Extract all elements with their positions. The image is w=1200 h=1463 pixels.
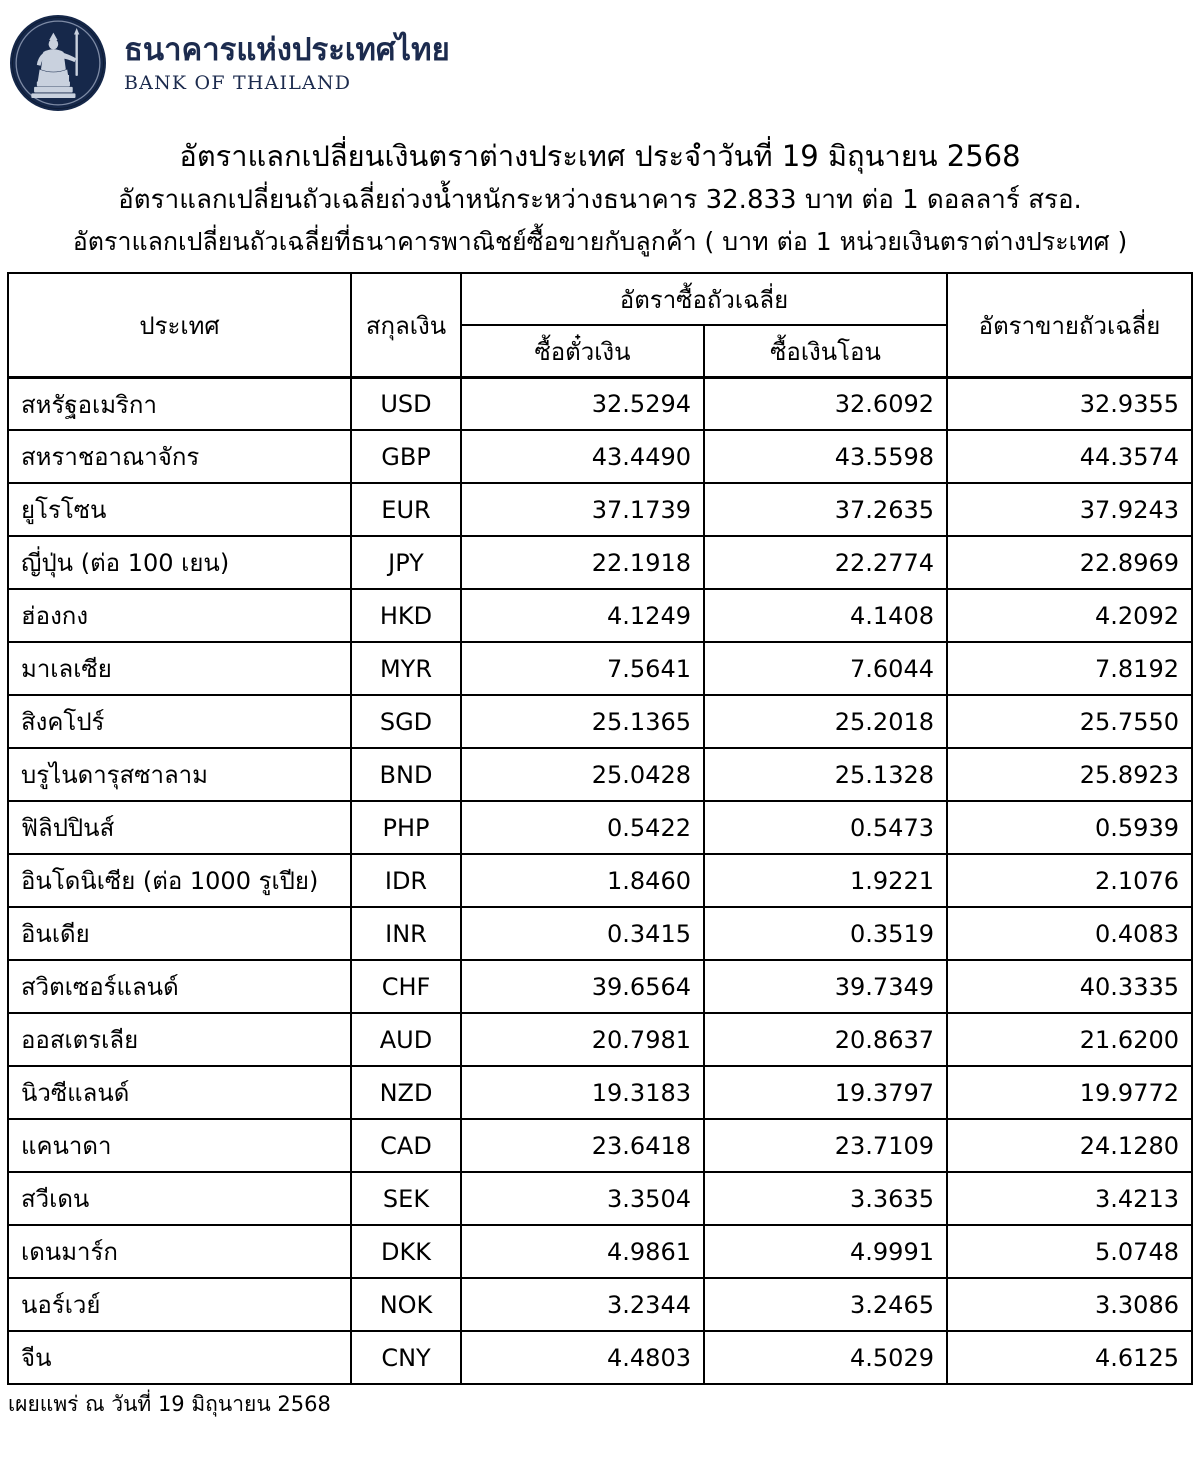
- page-header: [0, 0, 1200, 118]
- cell-country: สิงคโปร์: [8, 695, 351, 748]
- cell-currency-code: INR: [351, 907, 461, 960]
- cell-country: สหราชอาณาจักร: [8, 430, 351, 483]
- cell-buying-transfer: 39.7349: [704, 960, 947, 1013]
- cell-country: ญี่ปุ่น (ต่อ 100 เยน): [8, 536, 351, 589]
- table-row: [8, 1066, 1192, 1119]
- cell-country: จีน: [8, 1331, 351, 1384]
- brand-name-english: BANK OF THAILAND: [124, 71, 352, 94]
- cell-country: ยูโรโซน: [8, 483, 351, 536]
- column-header-currency: สกุลเงิน: [351, 273, 461, 377]
- table-row: [8, 748, 1192, 801]
- table-row: [8, 642, 1192, 695]
- cell-buying-sight: 25.0428: [461, 748, 704, 801]
- table-body: [8, 377, 1192, 1384]
- cell-buying-sight: 4.4803: [461, 1331, 704, 1384]
- cell-currency-code: EUR: [351, 483, 461, 536]
- table-row: [8, 483, 1192, 536]
- cell-buying-transfer: 0.5473: [704, 801, 947, 854]
- cell-buying-transfer: 22.2774: [704, 536, 947, 589]
- cell-buying-transfer: 7.6044: [704, 642, 947, 695]
- cell-buying-sight: 0.3415: [461, 907, 704, 960]
- cell-selling: 0.4083: [947, 907, 1192, 960]
- cell-country: อินเดีย: [8, 907, 351, 960]
- table-row: [8, 377, 1192, 430]
- table-row: [8, 695, 1192, 748]
- cell-country: มาเลเซีย: [8, 642, 351, 695]
- cell-selling: 3.3086: [947, 1278, 1192, 1331]
- cell-buying-transfer: 4.9991: [704, 1225, 947, 1278]
- cell-buying-sight: 3.2344: [461, 1278, 704, 1331]
- cell-country: เดนมาร์ก: [8, 1225, 351, 1278]
- cell-country: ฮ่องกง: [8, 589, 351, 642]
- table-row: [8, 854, 1192, 907]
- published-date-note: เผยแพร่ ณ วันที่ 19 มิถุนายน 2568: [8, 1392, 331, 1417]
- brand-wordmark: [124, 33, 450, 93]
- cell-selling: 4.6125: [947, 1331, 1192, 1384]
- cell-buying-transfer: 1.9221: [704, 854, 947, 907]
- cell-currency-code: CNY: [351, 1331, 461, 1384]
- cell-selling: 44.3574: [947, 430, 1192, 483]
- cell-buying-transfer: 25.1328: [704, 748, 947, 801]
- cell-buying-sight: 7.5641: [461, 642, 704, 695]
- cell-selling: 4.2092: [947, 589, 1192, 642]
- cell-buying-transfer: 43.5598: [704, 430, 947, 483]
- cell-buying-sight: 0.5422: [461, 801, 704, 854]
- brand-name-thai: ธนาคารแห่งประเทศไทย: [124, 32, 450, 69]
- cell-country: บรูไนดารุสซาลาม: [8, 748, 351, 801]
- cell-country: ฟิลิปปินส์: [8, 801, 351, 854]
- cell-buying-transfer: 20.8637: [704, 1013, 947, 1066]
- cell-buying-sight: 1.8460: [461, 854, 704, 907]
- column-header-buying-sight: ซื้อตั๋วเงิน: [461, 325, 704, 377]
- cell-buying-sight: 39.6564: [461, 960, 704, 1013]
- cell-selling: 3.4213: [947, 1172, 1192, 1225]
- cell-buying-transfer: 19.3797: [704, 1066, 947, 1119]
- cell-currency-code: DKK: [351, 1225, 461, 1278]
- table-row: [8, 1119, 1192, 1172]
- interbank-rate-subtitle: อัตราแลกเปลี่ยนถัวเฉลี่ยถ่วงน้ำหนักระหว่างธนาคาร 32.833 บาท ต่อ 1 ดอลลาร์ สรอ.: [118, 185, 1082, 216]
- cell-selling: 0.5939: [947, 801, 1192, 854]
- table-row: [8, 960, 1192, 1013]
- page-title: อัตราแลกเปลี่ยนเงินตราต่างประเทศ ประจำวันที่ 19 มิถุนายน 2568: [179, 139, 1021, 173]
- cell-selling: 32.9355: [947, 377, 1192, 430]
- table-row: [8, 536, 1192, 589]
- cell-buying-sight: 23.6418: [461, 1119, 704, 1172]
- cell-currency-code: GBP: [351, 430, 461, 483]
- cell-country: สวิตเซอร์แลนด์: [8, 960, 351, 1013]
- cell-country: สวีเดน: [8, 1172, 351, 1225]
- cell-buying-sight: 4.9861: [461, 1225, 704, 1278]
- bank-of-thailand-seal-icon: [10, 15, 106, 111]
- cell-buying-transfer: 37.2635: [704, 483, 947, 536]
- cell-buying-transfer: 0.3519: [704, 907, 947, 960]
- table-header: [8, 273, 1192, 377]
- cell-buying-transfer: 3.3635: [704, 1172, 947, 1225]
- cell-buying-sight: 43.4490: [461, 430, 704, 483]
- cell-selling: 37.9243: [947, 483, 1192, 536]
- cell-buying-transfer: 4.5029: [704, 1331, 947, 1384]
- cell-selling: 21.6200: [947, 1013, 1192, 1066]
- cell-currency-code: PHP: [351, 801, 461, 854]
- column-header-buying-transfer: ซื้อเงินโอน: [704, 325, 947, 377]
- title-block: [0, 138, 1200, 258]
- cell-selling: 40.3335: [947, 960, 1192, 1013]
- cell-country: นอร์เวย์: [8, 1278, 351, 1331]
- cell-country: อินโดนิเซีย (ต่อ 1000 รูเปีย): [8, 854, 351, 907]
- cell-buying-sight: 20.7981: [461, 1013, 704, 1066]
- exchange-rate-table-container: [7, 272, 1193, 1385]
- cell-currency-code: SGD: [351, 695, 461, 748]
- cell-selling: 2.1076: [947, 854, 1192, 907]
- table-row: [8, 1013, 1192, 1066]
- cell-selling: 5.0748: [947, 1225, 1192, 1278]
- cell-buying-sight: 32.5294: [461, 377, 704, 430]
- commercial-bank-rate-subtitle: อัตราแลกเปลี่ยนถัวเฉลี่ยที่ธนาคารพาณิชย์ซื้อขายกับลูกค้า ( บาท ต่อ 1 หน่วยเงินตราต่างประเทศ ): [72, 227, 1128, 257]
- cell-selling: 24.1280: [947, 1119, 1192, 1172]
- cell-buying-sight: 25.1365: [461, 695, 704, 748]
- table-row: [8, 1225, 1192, 1278]
- cell-currency-code: NOK: [351, 1278, 461, 1331]
- cell-buying-transfer: 23.7109: [704, 1119, 947, 1172]
- table-row: [8, 1331, 1192, 1384]
- column-header-selling: อัตราขายถัวเฉลี่ย: [947, 273, 1192, 377]
- cell-country: สหรัฐอเมริกา: [8, 377, 351, 430]
- cell-country: ออสเตรเลีย: [8, 1013, 351, 1066]
- table-row: [8, 589, 1192, 642]
- cell-currency-code: AUD: [351, 1013, 461, 1066]
- column-header-buying-group: อัตราซื้อถัวเฉลี่ย: [461, 273, 947, 325]
- cell-country: นิวซีแลนด์: [8, 1066, 351, 1119]
- cell-currency-code: BND: [351, 748, 461, 801]
- cell-selling: 22.8969: [947, 536, 1192, 589]
- cell-selling: 25.8923: [947, 748, 1192, 801]
- cell-buying-sight: 3.3504: [461, 1172, 704, 1225]
- cell-buying-sight: 4.1249: [461, 589, 704, 642]
- cell-buying-sight: 19.3183: [461, 1066, 704, 1119]
- cell-currency-code: SEK: [351, 1172, 461, 1225]
- cell-selling: 7.8192: [947, 642, 1192, 695]
- table-row: [8, 1172, 1192, 1225]
- table-row: [8, 430, 1192, 483]
- cell-currency-code: USD: [351, 377, 461, 430]
- cell-currency-code: MYR: [351, 642, 461, 695]
- cell-currency-code: IDR: [351, 854, 461, 907]
- cell-country: แคนาดา: [8, 1119, 351, 1172]
- cell-buying-sight: 22.1918: [461, 536, 704, 589]
- table-row: [8, 801, 1192, 854]
- cell-buying-transfer: 32.6092: [704, 377, 947, 430]
- table-row: [8, 1278, 1192, 1331]
- exchange-rate-table: [7, 272, 1193, 1385]
- cell-selling: 19.9772: [947, 1066, 1192, 1119]
- cell-buying-sight: 37.1739: [461, 483, 704, 536]
- cell-selling: 25.7550: [947, 695, 1192, 748]
- cell-currency-code: JPY: [351, 536, 461, 589]
- cell-currency-code: NZD: [351, 1066, 461, 1119]
- cell-buying-transfer: 4.1408: [704, 589, 947, 642]
- table-row: [8, 907, 1192, 960]
- cell-currency-code: CAD: [351, 1119, 461, 1172]
- cell-buying-transfer: 25.2018: [704, 695, 947, 748]
- cell-buying-transfer: 3.2465: [704, 1278, 947, 1331]
- cell-currency-code: HKD: [351, 589, 461, 642]
- column-header-country: ประเทศ: [8, 273, 351, 377]
- cell-currency-code: CHF: [351, 960, 461, 1013]
